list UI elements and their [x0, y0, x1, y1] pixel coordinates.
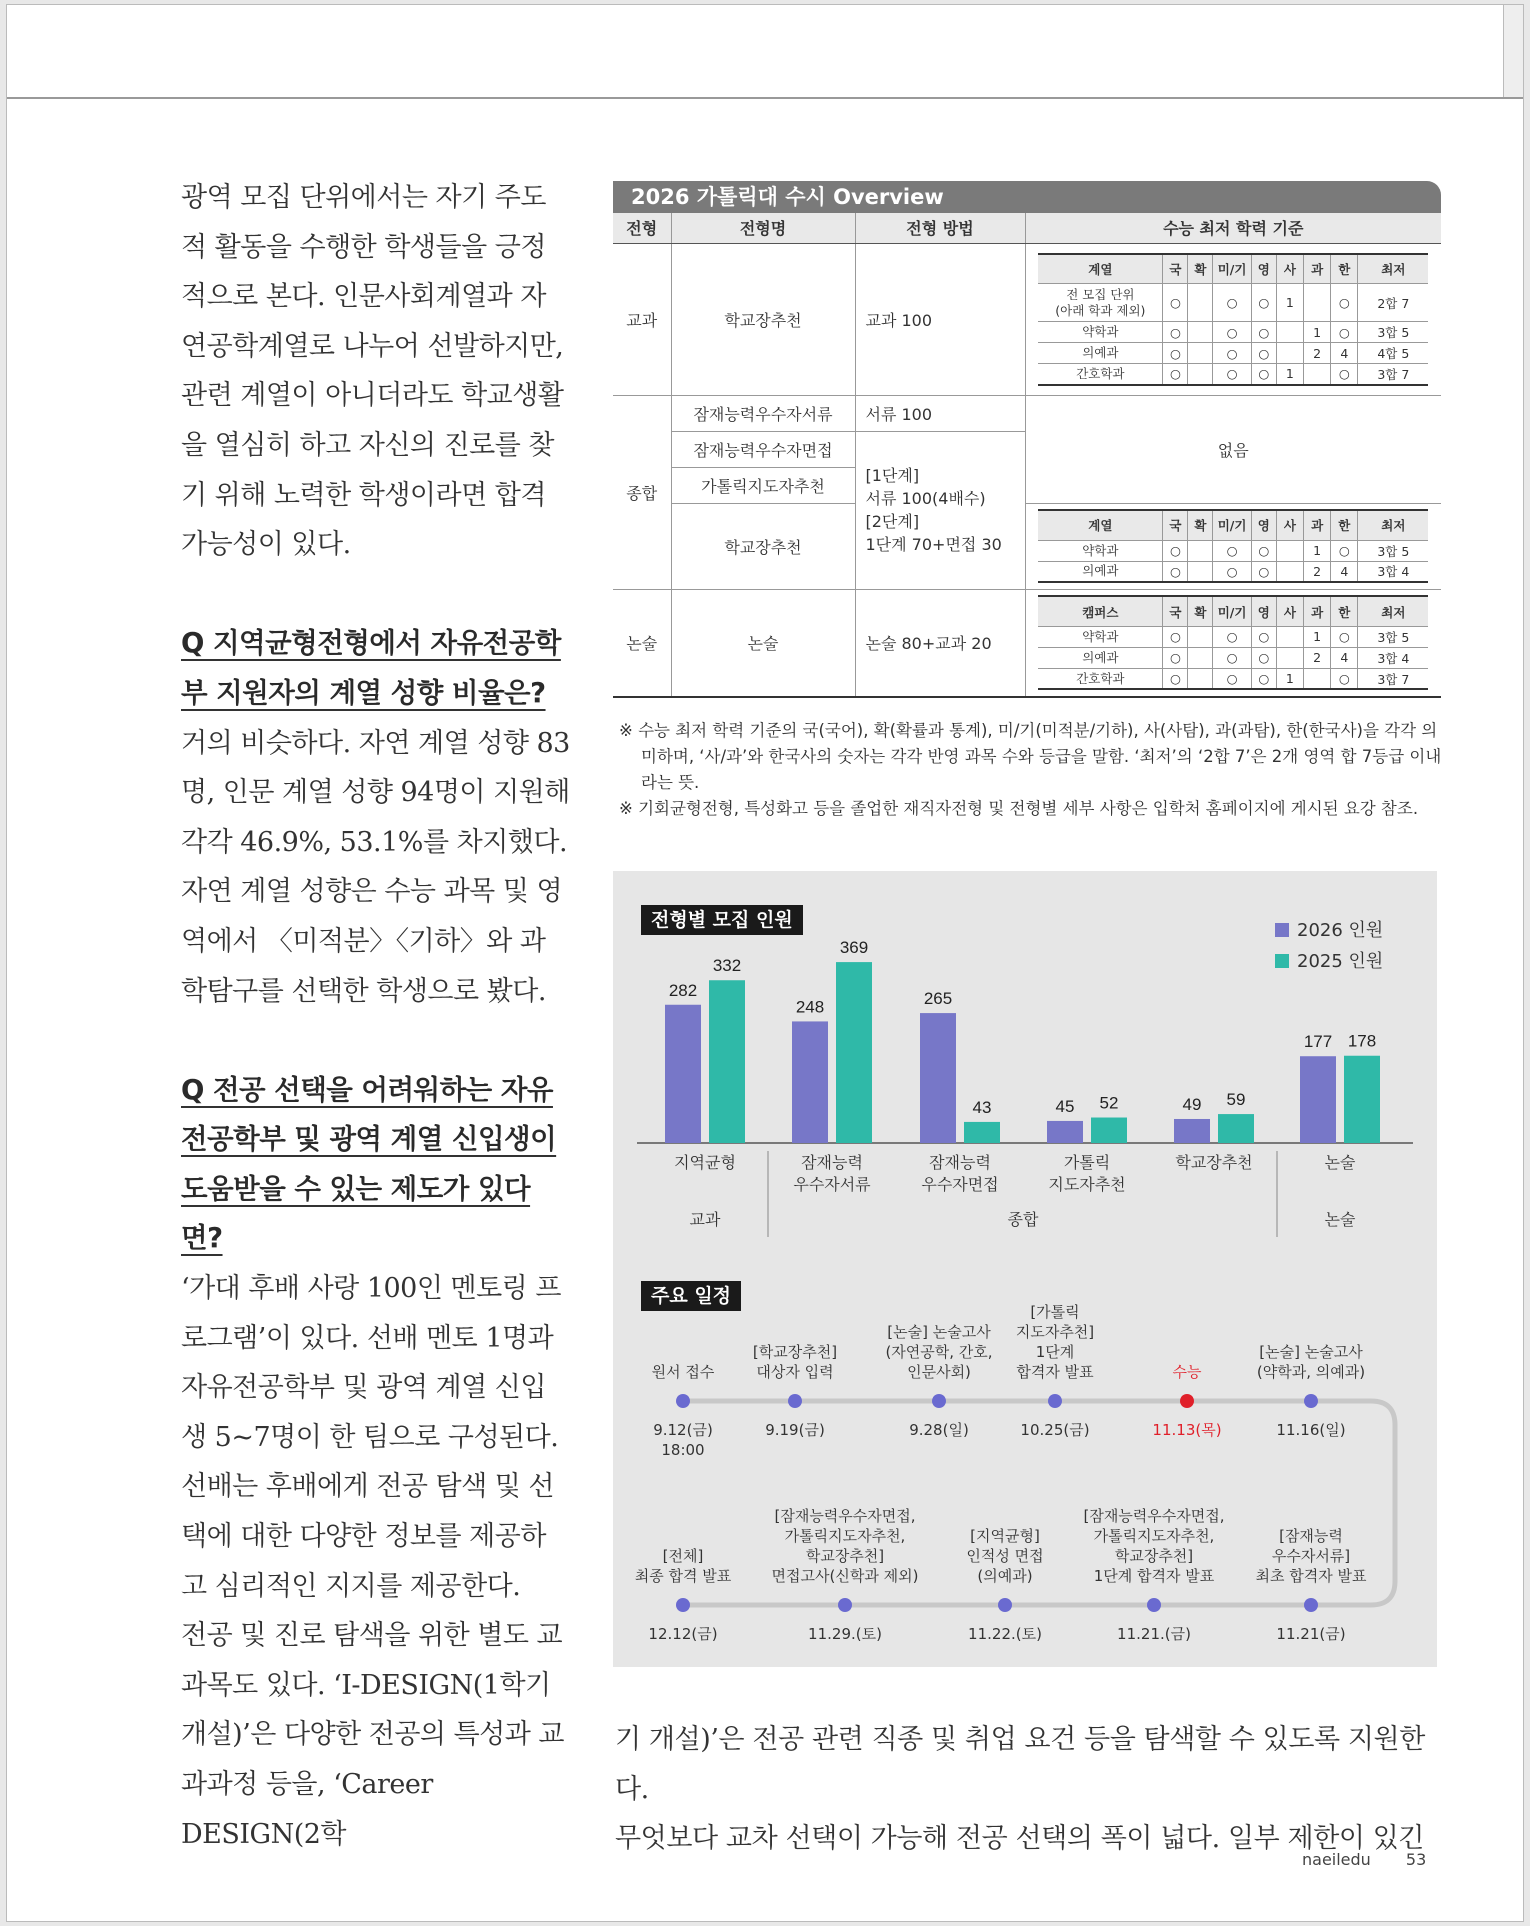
bar-2-0: [920, 1013, 956, 1143]
group-label-0: 교과: [689, 1210, 721, 1229]
subtable-header: 영: [1251, 510, 1276, 540]
subtable-cell: ○: [1251, 561, 1276, 582]
subtable-cell: 약학과: [1038, 540, 1163, 561]
subtable-cell: ○: [1213, 540, 1252, 561]
name-jonghap-3: 가톨릭지도자추천: [671, 467, 855, 503]
schedule-label-bottom-4: [잠재능력: [1279, 1527, 1343, 1545]
subtable-header: 최저: [1358, 254, 1428, 284]
group-label-2: 논술: [1324, 1210, 1356, 1229]
subtable-cell: 1: [1304, 626, 1331, 647]
subtable-cell: 3합 7: [1358, 668, 1428, 689]
legend-swatch-2026: [1275, 923, 1289, 937]
subtable-cell: ○: [1213, 322, 1252, 343]
minimum-jonghap: [1025, 503, 1441, 589]
table-notes: [619, 718, 1449, 822]
subtable-header: 최저: [1358, 510, 1428, 540]
schedule-label-top-4: 수능: [1172, 1363, 1202, 1381]
subtable-row: [1038, 322, 1428, 343]
subtable-cell: 약학과: [1038, 322, 1163, 343]
subtable-cell: ○: [1331, 322, 1358, 343]
note-2: ※ 기회균형전형, 특성화고 등을 졸업한 재직자전형 및 전형별 세부 사항은 입학처 홈페이지에 게시된 요강 참조.: [619, 799, 1419, 818]
footer-brand: naeiledu: [1302, 1850, 1371, 1869]
continuation-line-1: 기 개설)’은 전공 관련 직종 및 취업 요건 등을 탐색할 수 있도록 지원한다.: [615, 1724, 1425, 1805]
schedule-dot-top-4: [1180, 1394, 1194, 1408]
schedule-title: 주요 일정: [641, 1281, 741, 1311]
subtable-row: [1038, 364, 1428, 385]
subtable-header: 국: [1163, 510, 1188, 540]
schedule-label-bottom-3: [잠재능력우수자면접,: [1083, 1507, 1225, 1525]
subtable-cell: [1188, 626, 1213, 647]
minimum-jonghap-none: 없음: [1025, 395, 1441, 503]
subtable-cell: ○: [1163, 647, 1188, 668]
bar-label-1-0: 248: [795, 997, 825, 1017]
chart-legend: [1275, 915, 1383, 977]
note-1: ※ 수능 최저 학력 기준의 국(국어), 확(확률과 통계), 미/기(미적분/기하), 사(사탐), 과(과탐), 한(한국사)을 각각 의미하며, ‘사/과’와 한국사의 숫자는 각각 반영 과목 수와 등급을 말함. ‘최저’의 ‘2합 7’은 2개 영역 합 7등급 이내라는 뜻.: [619, 721, 1442, 792]
schedule-label-bottom-1: 학교장추천]: [805, 1547, 885, 1565]
subtable-cell: [1188, 284, 1213, 322]
subtable-cell: [1304, 364, 1331, 385]
schedule-label-top-2: [논술] 논술고사: [887, 1323, 991, 1341]
subtable-cell: 3합 4: [1358, 561, 1428, 582]
method-jonghap-1: 서류 100: [855, 395, 1025, 431]
subtable-cell: 4합 5: [1358, 343, 1428, 364]
subtable-row: [1038, 284, 1428, 322]
bar-label-0-0: 282: [668, 980, 698, 1000]
continuation-line-2: 무엇보다 교차 선택이 가능해 전공 선택의 폭이 넓다. 일부 제한이 있긴: [615, 1823, 1425, 1855]
subtable-cell: 3합 5: [1358, 626, 1428, 647]
question-1: Q 지역균형전형에서 자유전공학부 지원자의 계열 성향 비율은?: [181, 627, 561, 709]
answer-2a: ‘가대 후배 사랑 100인 멘토링 프로그램’이 있다. 선배 멘토 1명과 자유전공학부 및 광역 계열 신입생 5~7명이 한 팀으로 구성된다. 선배는 후배에게 전공 탐색 및 선택에 대한 다양한 정보를 제공하고 심리적인 지지를 제공한다.: [181, 1273, 561, 1602]
subtable-cell: ○: [1251, 540, 1276, 561]
subtable-cell: [1188, 647, 1213, 668]
subtable-row: [1038, 343, 1428, 364]
subtable-cell: 2합 7: [1358, 284, 1428, 322]
subtable-cell: [1188, 364, 1213, 385]
method-gyogwa: 교과 100: [855, 243, 1025, 395]
subtable-header: 영: [1251, 596, 1276, 626]
magazine-page: [6, 4, 1524, 1922]
type-jonghap: 종합: [613, 395, 671, 589]
subtable-row: [1038, 561, 1428, 582]
overview-title: 2026 가톨릭대 수시 Overview: [613, 181, 1441, 213]
subtable-cell: [1188, 343, 1213, 364]
subtable-header: 계열: [1038, 510, 1163, 540]
bar-label-3-1: 52: [1099, 1093, 1119, 1113]
bar-1-1: [836, 962, 872, 1143]
schedule-label-top-1: 대상자 입력: [756, 1363, 834, 1381]
type-gyogwa: 교과: [613, 243, 671, 395]
schedule-dot-top-2: [932, 1394, 946, 1408]
schedule-label-bottom-3: 가톨릭지도자추천,: [1093, 1527, 1215, 1545]
subtable-cell: ○: [1163, 668, 1188, 689]
subtable-cell: ○: [1213, 668, 1252, 689]
subtable-cell: [1188, 540, 1213, 561]
subtable-cell: ○: [1213, 647, 1252, 668]
category-label-4: 학교장추천: [1175, 1153, 1253, 1172]
answer-2b: 전공 및 진로 탐색을 위한 별도 교과목도 있다. ‘I-DESIGN(1학기 개설)’은 다양한 전공의 특성과 교과과정 등을, ‘Career DESIGN(2학: [181, 1620, 565, 1850]
schedule-label-bottom-4: 최초 합격자 발표: [1255, 1567, 1367, 1585]
schedule-date-bottom-4: 11.21(금): [1276, 1625, 1346, 1643]
subtable-row: [1038, 540, 1428, 561]
bar-4-0: [1174, 1119, 1210, 1143]
subtable-header: 확: [1188, 596, 1213, 626]
category-label-2: 잠재능력: [929, 1153, 991, 1172]
schedule-date-top-1: 9.19(금): [765, 1421, 825, 1439]
schedule-label-top-0: 원서 접수: [651, 1363, 715, 1381]
chart-title: 전형별 모집 인원: [641, 905, 803, 935]
subtable-cell: ○: [1331, 364, 1358, 385]
header-name: 전형명: [671, 213, 855, 243]
schedule-label-bottom-2: (의예과): [977, 1567, 1033, 1585]
bar-label-5-1: 178: [1347, 1031, 1377, 1051]
name-gyogwa: 학교장추천: [671, 243, 855, 395]
subtable-cell: ○: [1331, 284, 1358, 322]
subtable-cell: [1304, 284, 1331, 322]
name-nonsul: 논술: [671, 589, 855, 697]
subtable-cell: ○: [1213, 284, 1252, 322]
schedule-label-bottom-2: [지역균형]: [970, 1527, 1040, 1545]
subtable-cell: ○: [1163, 284, 1188, 322]
method-jonghap-2: [1단계] 서류 100(4배수) [2단계] 1단계 70+면접 30: [855, 431, 1025, 589]
subtable-cell: [1276, 647, 1303, 668]
header-type: 전형: [613, 213, 671, 243]
subtable-cell: ○: [1163, 322, 1188, 343]
subtable-cell: 4: [1331, 343, 1358, 364]
subtable-header: 계열: [1038, 254, 1163, 284]
page-corner: [1503, 5, 1524, 97]
subtable-cell: [1276, 561, 1303, 582]
schedule-dot-bottom-0: [676, 1598, 690, 1612]
subtable-cell: 4: [1331, 561, 1358, 582]
schedule-label-top-3: [가톨릭: [1030, 1303, 1080, 1321]
legend-2025: 2025 인원: [1275, 946, 1383, 977]
subtable-header: 사: [1276, 254, 1303, 284]
schedule-label-top-5: (약학과, 의예과): [1256, 1363, 1366, 1381]
bar-label-4-0: 49: [1182, 1094, 1202, 1114]
subtable-row: [1038, 626, 1428, 647]
subtable-header: 한: [1331, 596, 1358, 626]
type-nonsul: 논술: [613, 589, 671, 697]
subtable-cell: ○: [1213, 626, 1252, 647]
overview-table: [613, 213, 1441, 698]
subtable-cell: 약학과: [1038, 626, 1163, 647]
overview-table-block: [613, 181, 1441, 698]
category-label-1: 잠재능력: [801, 1153, 863, 1172]
schedule-label-bottom-0: [전체]: [662, 1547, 704, 1565]
subtable-cell: 3합 5: [1358, 540, 1428, 561]
subtable-cell: ○: [1213, 343, 1252, 364]
paragraph-intro: 광역 모집 단위에서는 자기 주도적 활동을 수행한 학생들을 긍정적으로 본다. 인문사회계열과 자연공학계열로 나누어 선발하지만, 관련 계열이 아니더라도 학교생활을 열심히 하고 자신의 진로를 찾기 위해 노력한 학생이라면 합격 가능성이 있다.: [181, 182, 564, 561]
subtable-cell: 전 모집 단위 (아래 학과 제외): [1038, 284, 1163, 322]
bar-label-0-1: 332: [712, 956, 742, 976]
schedule-dot-bottom-3: [1147, 1598, 1161, 1612]
schedule-dot-bottom-1: [838, 1598, 852, 1612]
subtable-cell: ○: [1251, 364, 1276, 385]
subtable-cell: 2: [1304, 343, 1331, 364]
subtable-header: 캠퍼스: [1038, 596, 1163, 626]
bar-3-1: [1091, 1118, 1127, 1143]
left-column-article: [181, 173, 571, 1859]
category-label-1: 우수자서류: [793, 1175, 871, 1194]
schedule-label-bottom-3: 학교장추천]: [1114, 1547, 1194, 1565]
subtable-cell: [1188, 561, 1213, 582]
subtable-cell: ○: [1213, 561, 1252, 582]
group-label-1: 종합: [1007, 1210, 1039, 1229]
subtable-cell: 간호학과: [1038, 364, 1163, 385]
page-footer: [1302, 1850, 1426, 1869]
subtable-cell: ○: [1251, 343, 1276, 364]
schedule-date-top-0: 18:00: [661, 1441, 705, 1459]
name-jonghap-2: 잠재능력우수자면접: [671, 431, 855, 467]
subtable-cell: [1276, 343, 1303, 364]
subtable-cell: [1188, 668, 1213, 689]
subtable-cell: 3합 4: [1358, 647, 1428, 668]
subtable-cell: 의예과: [1038, 561, 1163, 582]
minimum-gyogwa: [1025, 243, 1441, 395]
schedule-label-bottom-4: 우수자서류]: [1271, 1547, 1351, 1565]
subtable-header: 국: [1163, 596, 1188, 626]
subtable-cell: 2: [1304, 647, 1331, 668]
method-nonsul: 논술 80+교과 20: [855, 589, 1025, 697]
bar-0-1: [709, 980, 745, 1143]
subtable-header: 미/기: [1213, 510, 1252, 540]
subtable-cell: [1276, 540, 1303, 561]
minimum-subtable-gyogwa: [1038, 253, 1428, 386]
subtable-header: 과: [1304, 596, 1331, 626]
subtable-row: [1038, 647, 1428, 668]
subtable-cell: ○: [1331, 668, 1358, 689]
schedule-date-bottom-1: 11.29.(토): [808, 1625, 882, 1643]
subtable-cell: 2: [1304, 561, 1331, 582]
bar-label-2-0: 265: [923, 989, 953, 1009]
category-label-0: 지역균형: [674, 1153, 736, 1172]
subtable-cell: 의예과: [1038, 343, 1163, 364]
bar-5-1: [1344, 1056, 1380, 1143]
schedule-label-bottom-2: 인적성 면접: [966, 1547, 1044, 1565]
schedule-date-top-4: 11.13(목): [1152, 1421, 1222, 1439]
subtable-cell: 간호학과: [1038, 668, 1163, 689]
subtable-header: 과: [1304, 254, 1331, 284]
subtable-header: 한: [1331, 510, 1358, 540]
bar-3-0: [1047, 1121, 1083, 1143]
schedule-dot-top-0: [676, 1394, 690, 1408]
schedule-label-bottom-1: [잠재능력우수자면접,: [774, 1507, 916, 1525]
bar-label-1-1: 369: [839, 938, 869, 958]
subtable-cell: ○: [1331, 626, 1358, 647]
schedule-dot-top-1: [788, 1394, 802, 1408]
subtable-header: 사: [1276, 596, 1303, 626]
schedule-label-bottom-1: 가톨릭지도자추천,: [784, 1527, 906, 1545]
schedule-label-top-3: 1단계: [1035, 1343, 1075, 1361]
bar-2-1: [964, 1122, 1000, 1143]
infographic-panel: [613, 871, 1437, 1667]
subtable-cell: [1304, 668, 1331, 689]
bar-label-2-1: 43: [972, 1097, 992, 1117]
schedule-label-top-3: 합격자 발표: [1016, 1363, 1094, 1381]
subtable-cell: 1: [1276, 364, 1303, 385]
category-label-3: 지도자추천: [1048, 1175, 1126, 1194]
subtable-cell: ○: [1251, 626, 1276, 647]
schedule-date-top-5: 11.16(일): [1276, 1421, 1346, 1439]
subtable-row: [1038, 668, 1428, 689]
schedule-dot-bottom-4: [1304, 1598, 1318, 1612]
schedule-date-top-2: 9.28(일): [909, 1421, 969, 1439]
header-rule: [7, 97, 1524, 99]
schedule-label-bottom-3: 1단계 합격자 발표: [1093, 1567, 1215, 1585]
subtable-cell: 1: [1304, 540, 1331, 561]
subtable-cell: ○: [1163, 626, 1188, 647]
subtable-cell: [1188, 322, 1213, 343]
right-continuation-text: [615, 1715, 1445, 1864]
schedule-label-bottom-1: 면접고사(신학과 제외): [771, 1567, 919, 1585]
bar-1-0: [792, 1021, 828, 1143]
legend-swatch-2025: [1275, 954, 1289, 968]
schedule-date-bottom-3: 11.21.(금): [1117, 1625, 1191, 1643]
schedule-label-bottom-0: 최종 합격 발표: [634, 1567, 732, 1585]
bar-5-0: [1300, 1056, 1336, 1143]
minimum-subtable-nonsul: [1038, 595, 1428, 690]
subtable-header: 확: [1188, 510, 1213, 540]
subtable-header: 영: [1251, 254, 1276, 284]
legend-2026: 2026 인원: [1275, 915, 1383, 946]
subtable-cell: 3합 5: [1358, 322, 1428, 343]
bar-0-0: [665, 1005, 701, 1143]
subtable-cell: 4: [1331, 647, 1358, 668]
subtable-cell: ○: [1251, 668, 1276, 689]
header-minimum: 수능 최저 학력 기준: [1025, 213, 1441, 243]
subtable-header: 확: [1188, 254, 1213, 284]
schedule-dot-top-5: [1304, 1394, 1318, 1408]
subtable-cell: 1: [1304, 322, 1331, 343]
subtable-cell: ○: [1251, 647, 1276, 668]
subtable-cell: ○: [1331, 540, 1358, 561]
subtable-cell: ○: [1163, 540, 1188, 561]
subtable-cell: 1: [1276, 668, 1303, 689]
bar-label-3-0: 45: [1055, 1096, 1075, 1116]
bar-chart: [613, 871, 1437, 1667]
subtable-header: 미/기: [1213, 254, 1252, 284]
category-label-2: 우수자면접: [921, 1175, 999, 1194]
minimum-nonsul: [1025, 589, 1441, 697]
category-label-3: 가톨릭: [1063, 1153, 1111, 1172]
schedule-date-top-0: 9.12(금): [653, 1421, 713, 1439]
subtable-cell: ○: [1213, 364, 1252, 385]
subtable-header: 사: [1276, 510, 1303, 540]
subtable-header: 국: [1163, 254, 1188, 284]
schedule-label-top-3: 지도자추천]: [1015, 1323, 1095, 1341]
subtable-cell: 3합 7: [1358, 364, 1428, 385]
subtable-header: 과: [1304, 510, 1331, 540]
bar-4-1: [1218, 1114, 1254, 1143]
schedule-label-top-5: [논술] 논술고사: [1259, 1343, 1363, 1361]
name-jonghap-4: 학교장추천: [671, 503, 855, 589]
subtable-cell: [1276, 626, 1303, 647]
schedule-date-bottom-0: 12.12(금): [648, 1625, 718, 1643]
schedule-date-top-3: 10.25(금): [1020, 1421, 1090, 1439]
minimum-subtable-jonghap: [1038, 509, 1428, 583]
name-jonghap-1: 잠재능력우수자서류: [671, 395, 855, 431]
subtable-cell: ○: [1251, 322, 1276, 343]
schedule-dot-bottom-2: [998, 1598, 1012, 1612]
schedule-dot-top-3: [1048, 1394, 1062, 1408]
page-number: 53: [1405, 1850, 1427, 1869]
question-2: Q 전공 선택을 어려워하는 자유전공학부 및 광역 계열 신입생이 도움받을 수 있는 제도가 있다면?: [181, 1073, 557, 1255]
category-label-5: 논술: [1324, 1153, 1356, 1172]
answer-1: 거의 비슷하다. 자연 계열 성향 83명, 인문 계열 성향 94명이 지원해 각각 46.9%, 53.1%를 차지했다. 자연 계열 성향은 수능 과목 및 영역에서 〈미적분〉〈기하〉와 과학탐구를 선택한 학생으로 봤다.: [181, 727, 570, 1007]
bar-label-5-0: 177: [1303, 1032, 1333, 1052]
subtable-cell: 1: [1276, 284, 1303, 322]
subtable-cell: ○: [1163, 364, 1188, 385]
schedule-date-bottom-2: 11.22.(토): [968, 1625, 1042, 1643]
schedule-label-top-2: 인문사회): [907, 1363, 971, 1381]
subtable-header: 한: [1331, 254, 1358, 284]
bar-label-4-1: 59: [1226, 1090, 1246, 1110]
subtable-cell: ○: [1251, 284, 1276, 322]
subtable-header: 미/기: [1213, 596, 1252, 626]
header-method: 전형 방법: [855, 213, 1025, 243]
subtable-cell: 의예과: [1038, 647, 1163, 668]
subtable-cell: ○: [1163, 561, 1188, 582]
subtable-cell: ○: [1163, 343, 1188, 364]
subtable-cell: [1276, 322, 1303, 343]
subtable-header: 최저: [1358, 596, 1428, 626]
schedule-label-top-1: [학교장추천]: [752, 1343, 838, 1361]
schedule-label-top-2: (자연공학, 간호,: [885, 1343, 993, 1361]
